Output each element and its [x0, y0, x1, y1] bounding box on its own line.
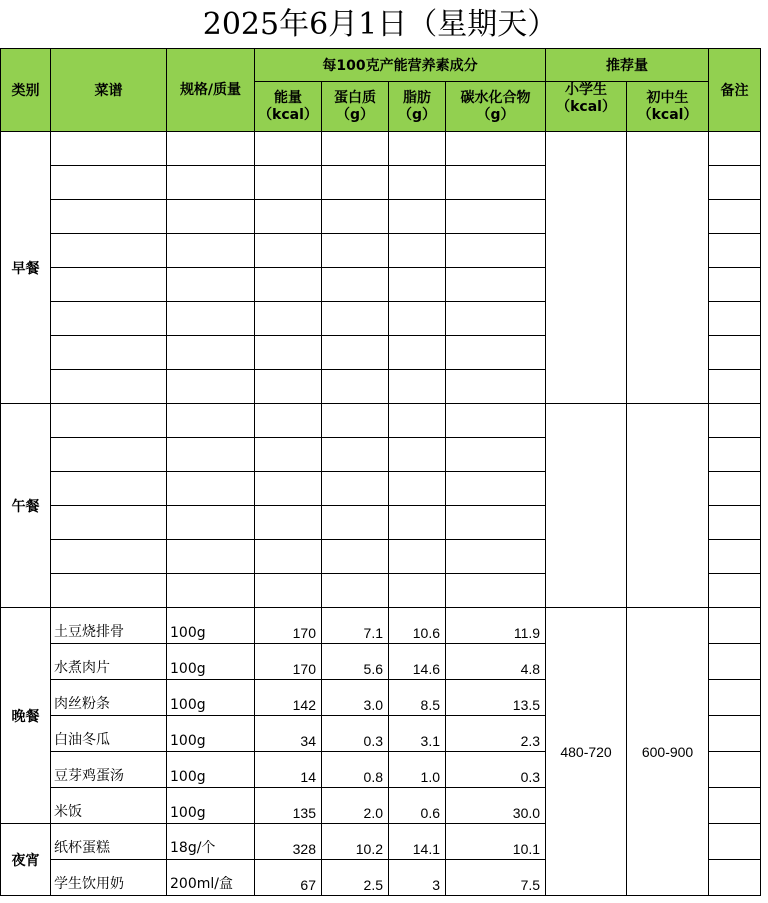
dish-energy: 328: [255, 824, 322, 860]
dish-fat: 14.6: [389, 644, 446, 680]
dish-carb: 0.3: [446, 752, 546, 788]
empty-cell: [167, 200, 255, 234]
dish-fat: 10.6: [389, 608, 446, 644]
dish-name: 水煮肉片: [51, 644, 167, 680]
empty-cell: [389, 506, 446, 540]
dish-protein: 10.2: [322, 824, 389, 860]
dish-name: 白油冬瓜: [51, 716, 167, 752]
empty-cell: [255, 540, 322, 574]
note-cell: [709, 404, 761, 438]
empty-cell: [167, 302, 255, 336]
empty-cell: [446, 506, 546, 540]
dish-fat: 3.1: [389, 716, 446, 752]
empty-cell: [389, 540, 446, 574]
dish-energy: 14: [255, 752, 322, 788]
note-cell: [709, 336, 761, 370]
dish-protein: 0.8: [322, 752, 389, 788]
empty-cell: [255, 438, 322, 472]
empty-cell: [51, 540, 167, 574]
dish-fat: 8.5: [389, 680, 446, 716]
empty-cell: [322, 506, 389, 540]
empty-cell: [446, 200, 546, 234]
empty-cell: [167, 506, 255, 540]
dish-protein: 5.6: [322, 644, 389, 680]
header-note: 备注: [709, 49, 761, 132]
empty-cell: [389, 166, 446, 200]
note-cell: [709, 860, 761, 896]
empty-cell: [446, 132, 546, 166]
dish-energy: 142: [255, 680, 322, 716]
empty-cell: [322, 268, 389, 302]
dish-spec: 100g: [167, 788, 255, 824]
note-cell: [709, 132, 761, 166]
header-nutrition-group: 每100克产能营养素成分: [255, 49, 546, 82]
empty-cell: [322, 200, 389, 234]
empty-cell: [167, 268, 255, 302]
dish-protein: 2.5: [322, 860, 389, 896]
dish-fat: 0.6: [389, 788, 446, 824]
note-cell: [709, 788, 761, 824]
empty-cell: [167, 472, 255, 506]
header-recommend-group: 推荐量: [546, 49, 709, 82]
dish-protein: 0.3: [322, 716, 389, 752]
note-cell: [709, 438, 761, 472]
category-supper: 夜宵: [1, 824, 51, 896]
empty-cell: [51, 438, 167, 472]
empty-cell: [322, 132, 389, 166]
dish-energy: 67: [255, 860, 322, 896]
empty-cell: [51, 506, 167, 540]
recommend-junior-lunch: [627, 404, 709, 608]
recommend-junior: 600-900: [627, 608, 709, 896]
empty-cell: [51, 132, 167, 166]
dish-spec: 18g/个: [167, 824, 255, 860]
empty-cell: [389, 200, 446, 234]
dish-carb: 30.0: [446, 788, 546, 824]
empty-cell: [167, 574, 255, 608]
empty-cell: [51, 234, 167, 268]
category-breakfast: 早餐: [1, 132, 51, 404]
header-protein: 蛋白质（g）: [322, 82, 389, 132]
empty-cell: [389, 336, 446, 370]
recommend-primary-lunch: [546, 404, 627, 608]
dish-spec: 100g: [167, 644, 255, 680]
empty-cell: [167, 336, 255, 370]
category-lunch: 午餐: [1, 404, 51, 608]
empty-cell: [389, 438, 446, 472]
dish-name: 豆芽鸡蛋汤: [51, 752, 167, 788]
empty-cell: [322, 438, 389, 472]
empty-cell: [389, 302, 446, 336]
empty-cell: [322, 404, 389, 438]
empty-cell: [446, 574, 546, 608]
dish-energy: 170: [255, 644, 322, 680]
empty-cell: [51, 166, 167, 200]
dish-carb: 2.3: [446, 716, 546, 752]
note-cell: [709, 234, 761, 268]
empty-cell: [322, 472, 389, 506]
header-category: 类别: [1, 49, 51, 132]
category-dinner: 晚餐: [1, 608, 51, 824]
dish-name: 肉丝粉条: [51, 680, 167, 716]
empty-cell: [389, 472, 446, 506]
note-cell: [709, 716, 761, 752]
empty-cell: [446, 540, 546, 574]
dish-spec: 200ml/盒: [167, 860, 255, 896]
empty-cell: [322, 166, 389, 200]
empty-cell: [446, 302, 546, 336]
dish-spec: 100g: [167, 752, 255, 788]
recommend-primary: 480-720: [546, 608, 627, 896]
empty-cell: [446, 472, 546, 506]
empty-cell: [255, 574, 322, 608]
empty-cell: [51, 200, 167, 234]
note-cell: [709, 680, 761, 716]
note-cell: [709, 200, 761, 234]
empty-cell: [167, 132, 255, 166]
empty-cell: [51, 404, 167, 438]
note-cell: [709, 608, 761, 644]
empty-cell: [51, 336, 167, 370]
note-cell: [709, 268, 761, 302]
empty-cell: [389, 234, 446, 268]
recommend-primary-breakfast: [546, 132, 627, 404]
note-cell: [709, 506, 761, 540]
header-spec: 规格/质量: [167, 49, 255, 132]
dish-name: 学生饮用奶: [51, 860, 167, 896]
dish-carb: 13.5: [446, 680, 546, 716]
dish-energy: 135: [255, 788, 322, 824]
dish-name: 纸杯蛋糕: [51, 824, 167, 860]
note-cell: [709, 302, 761, 336]
empty-cell: [322, 370, 389, 404]
empty-cell: [167, 438, 255, 472]
dish-protein: 2.0: [322, 788, 389, 824]
header-primary: 小学生（kcal）: [546, 82, 627, 132]
empty-cell: [255, 302, 322, 336]
empty-cell: [389, 132, 446, 166]
table-row: [1, 608, 761, 644]
header-energy: 能量（kcal）: [255, 82, 322, 132]
dish-carb: 7.5: [446, 860, 546, 896]
empty-cell: [255, 336, 322, 370]
empty-cell: [51, 302, 167, 336]
empty-cell: [322, 302, 389, 336]
empty-cell: [446, 234, 546, 268]
empty-cell: [255, 404, 322, 438]
dish-name: 米饭: [51, 788, 167, 824]
empty-cell: [167, 166, 255, 200]
dish-carb: 11.9: [446, 608, 546, 644]
dish-fat: 1.0: [389, 752, 446, 788]
dish-carb: 4.8: [446, 644, 546, 680]
note-cell: [709, 752, 761, 788]
empty-cell: [446, 404, 546, 438]
empty-cell: [389, 268, 446, 302]
header-fat: 脂肪（g）: [389, 82, 446, 132]
note-cell: [709, 166, 761, 200]
header-junior: 初中生（kcal）: [627, 82, 709, 132]
empty-cell: [322, 234, 389, 268]
empty-cell: [51, 268, 167, 302]
empty-cell: [255, 506, 322, 540]
note-cell: [709, 824, 761, 860]
empty-cell: [446, 268, 546, 302]
empty-cell: [322, 540, 389, 574]
empty-cell: [446, 336, 546, 370]
dish-energy: 34: [255, 716, 322, 752]
note-cell: [709, 370, 761, 404]
empty-cell: [167, 404, 255, 438]
empty-cell: [51, 574, 167, 608]
empty-cell: [255, 234, 322, 268]
dish-energy: 170: [255, 608, 322, 644]
dish-protein: 7.1: [322, 608, 389, 644]
dish-spec: 100g: [167, 608, 255, 644]
empty-cell: [322, 336, 389, 370]
empty-cell: [255, 200, 322, 234]
dish-protein: 3.0: [322, 680, 389, 716]
menu-table: [0, 48, 761, 896]
empty-cell: [446, 438, 546, 472]
empty-cell: [255, 268, 322, 302]
dish-carb: 10.1: [446, 824, 546, 860]
empty-cell: [446, 370, 546, 404]
empty-cell: [389, 370, 446, 404]
note-cell: [709, 574, 761, 608]
dish-fat: 14.1: [389, 824, 446, 860]
header-carb: 碳水化合物（g）: [446, 82, 546, 132]
note-cell: [709, 472, 761, 506]
empty-cell: [255, 132, 322, 166]
empty-cell: [322, 574, 389, 608]
empty-cell: [51, 472, 167, 506]
page-title: 2025年6月1日（星期天）: [202, 7, 558, 42]
empty-cell: [389, 404, 446, 438]
empty-cell: [255, 472, 322, 506]
empty-cell: [389, 574, 446, 608]
empty-cell: [255, 370, 322, 404]
dish-name: 土豆烧排骨: [51, 608, 167, 644]
empty-cell: [51, 370, 167, 404]
note-cell: [709, 644, 761, 680]
header-recipe: 菜谱: [51, 49, 167, 132]
dish-fat: 3: [389, 860, 446, 896]
dish-spec: 100g: [167, 680, 255, 716]
recommend-junior-breakfast: [627, 132, 709, 404]
empty-cell: [167, 234, 255, 268]
note-cell: [709, 540, 761, 574]
empty-cell: [255, 166, 322, 200]
dish-spec: 100g: [167, 716, 255, 752]
empty-cell: [167, 540, 255, 574]
empty-cell: [167, 370, 255, 404]
empty-cell: [446, 166, 546, 200]
